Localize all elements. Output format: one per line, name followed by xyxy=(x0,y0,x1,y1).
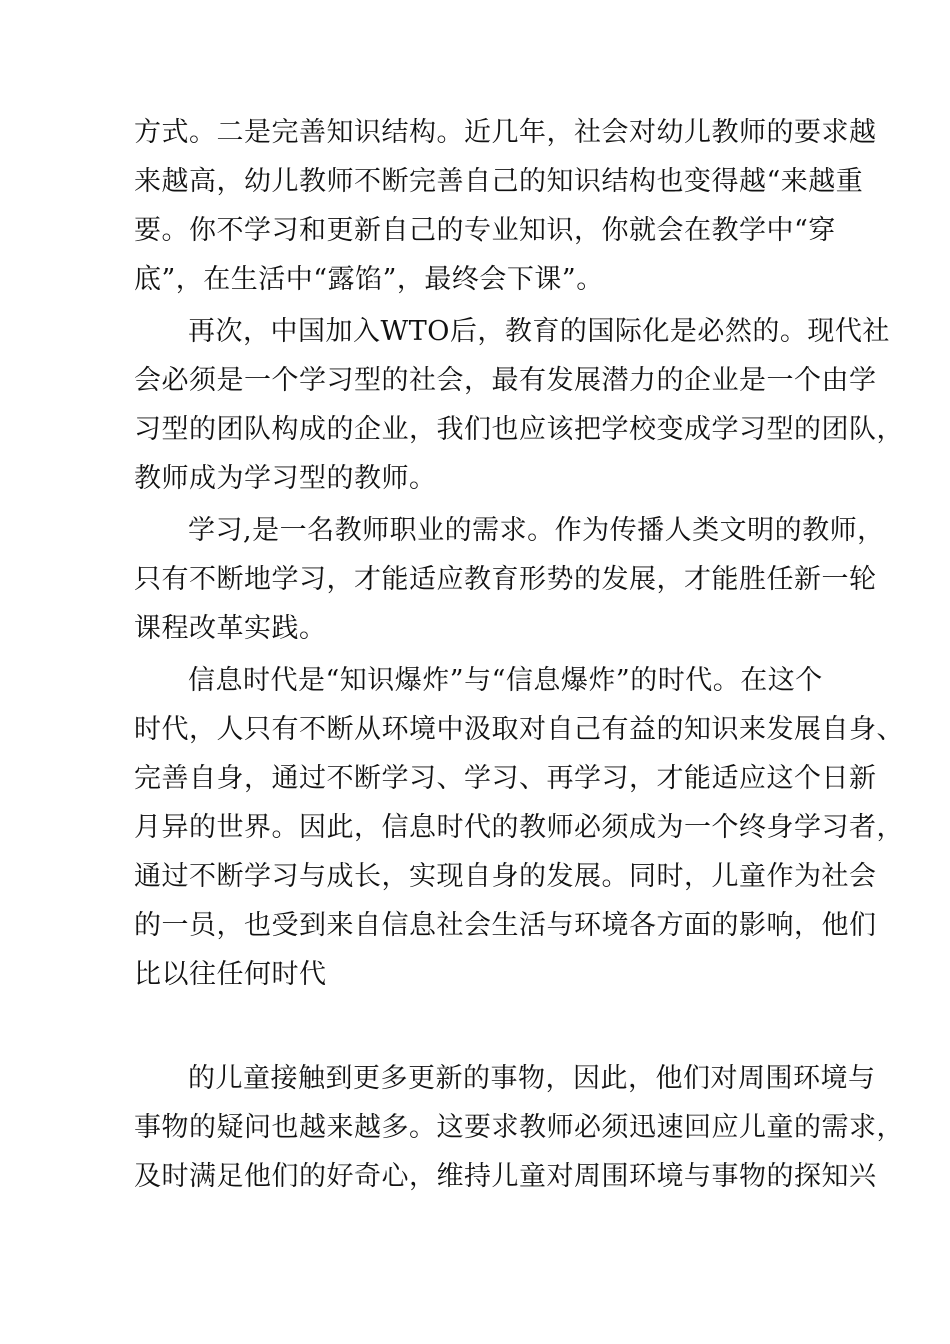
text-line: 只有不断地学习，才能适应教育形势的发展，才能胜任新一轮 xyxy=(134,564,877,595)
paragraph-first-line: 的儿童接触到更多更新的事物，因此，他们对周围环境与 xyxy=(188,1063,876,1094)
text-line: 时代，人只有不断从环境中汲取对自己有益的知识来发展自身、 xyxy=(134,714,904,745)
paragraph-first-line: 信息时代是“知识爆炸”与“信息爆炸”的时代。在这个 xyxy=(188,665,823,696)
text-line: 通过不断学习与成长，实现自身的发展。同时，儿童作为社会 xyxy=(134,861,877,892)
text-line: 的一员，也受到来自信息社会生活与环境各方面的影响，他们 xyxy=(134,910,877,941)
text-line: 习型的团队构成的企业，我们也应该把学校变成学习型的团队， xyxy=(134,414,904,445)
text-line: 方式。二是完善知识结构。近几年，社会对幼儿教师的要求越 xyxy=(134,117,877,148)
text-line: 课程改革实践。 xyxy=(134,613,327,644)
text-line: 教师成为学习型的教师。 xyxy=(134,463,437,494)
paragraph-first-line: 学习,是一名教师职业的需求。作为传播人类文明的教师， xyxy=(188,515,885,546)
text-line: 比以往任何时代 xyxy=(134,959,327,990)
text-line: 来越高，幼儿教师不断完善自己的知识结构也变得越“来越重 xyxy=(134,166,864,197)
text-line: 底”，在生活中“露馅”，最终会下课”。 xyxy=(134,264,604,295)
text-line: 会必须是一个学习型的社会，最有发展潜力的企业是一个由学 xyxy=(134,365,877,396)
text-line: 月异的世界。因此，信息时代的教师必须成为一个终身学习者， xyxy=(134,812,904,843)
text-line: 完善自身，通过不断学习、学习、再学习，才能适应这个日新 xyxy=(134,763,877,794)
text-line: 要。你不学习和更新自己的专业知识，你就会在教学中“穿 xyxy=(134,215,836,246)
text-line: 及时满足他们的好奇心，维持儿童对周围环境与事物的探知兴 xyxy=(134,1161,877,1192)
text-line: 事物的疑问也越来越多。这要求教师必须迅速回应儿童的需求， xyxy=(134,1112,904,1143)
paragraph-first-line: 再次，中国加入WTO后，教育的国际化是必然的。现代社 xyxy=(188,316,890,347)
